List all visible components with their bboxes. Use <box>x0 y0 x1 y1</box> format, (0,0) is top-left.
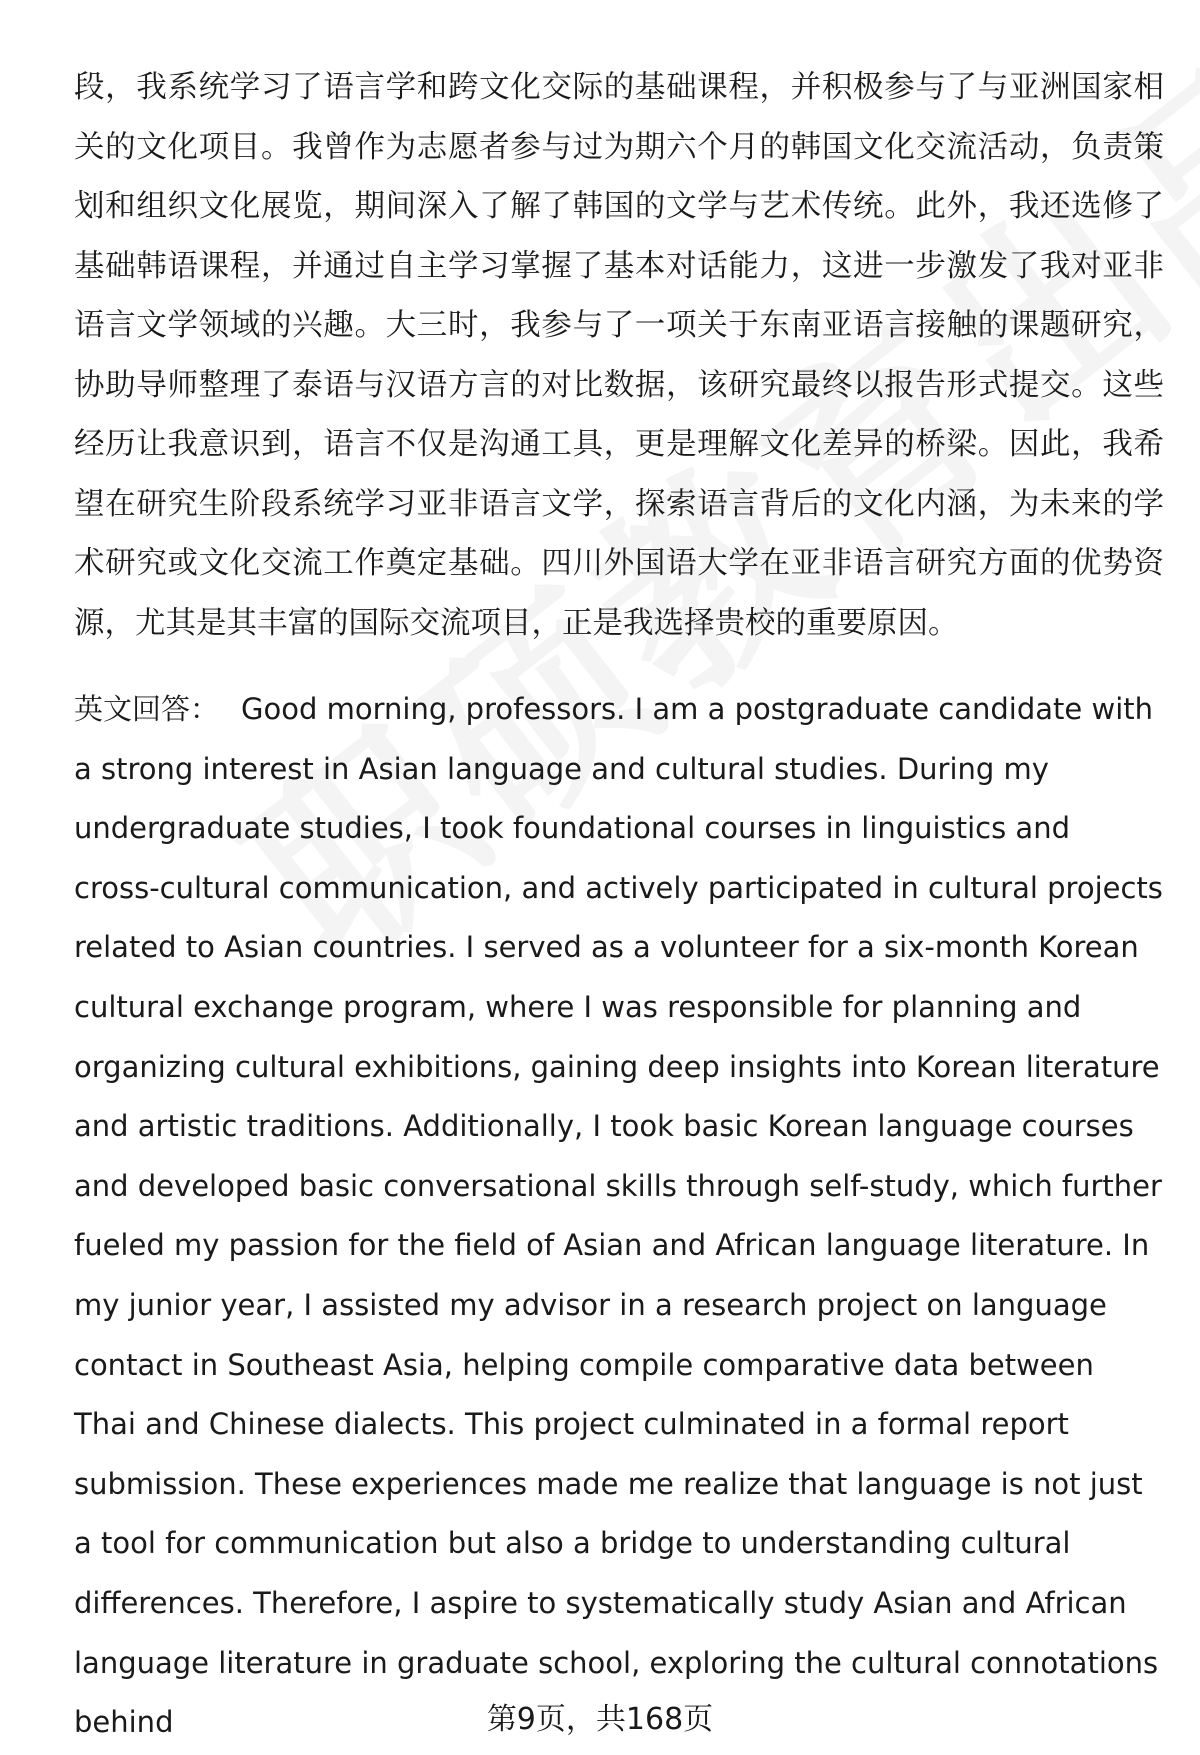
page-number-footer: 第9页，共168页 <box>486 1702 714 1737</box>
chinese-answer-paragraph: 段，我系统学习了语言学和跨文化交际的基础课程，并积极参与了与亚洲国家相关的文化项目。我曾作为志愿者参与过为期六个月的韩国文化交流活动，负责策划和组织文化展览，期间深入了解了韩国的文学与艺术传统。此外，我还选修了基础韩语课程，并通过自主学习掌握了基本对话能力，这进一步激发了我对亚非语言文学领域的兴趣。大三时，我参与了一项关于东南亚语言接触的课题研究，协助导师整理了泰语与汉语方言的对比数据，该研究最终以报告形式提交。这些经历让我意识到，语言不仅是沟通工具，更是理解文化差异的桥梁。因此，我希望在研究生阶段系统学习亚非语言文学，探索语言背后的文化内涵，为未来的学术研究或文化交流工作奠定基础。四川外国语大学在亚非语言研究方面的优势资源，尤其是其丰富的国际交流项目，正是我选择贵校的重要原因。 <box>74 70 1164 641</box>
document-body <box>74 58 1164 1753</box>
english-answer-paragraph <box>74 680 1164 1753</box>
english-answer-text: Good morning, professors. I am a postgraduate candidate with a strong interest in Asian language and cultural studies. During my undergraduate studies, I took foundational courses in linguistics and cross-cultural communication, and actively participated in cultural projects related to Asian countries. I served as a volunteer for a six-month Korean cultural exchange program, where I was responsible for planning and organizing cultural exhibitions, gaining deep insights into Korean literature and artistic traditions. Additionally, I took basic Korean language courses and developed basic conversational skills through self-study, which further fueled my passion for the field of Asian and African language literature. In my junior year, I assisted my advisor in a research project on language contact in Southeast Asia, helping compile comparative data between Thai and Chinese dialects. This project culminated in a formal report submission. These experiences made me realize that language is not just a tool for communication but also a bridge to understanding cultural differences. Therefore, I aspire to systematically study Asian and African language literature in graduate school, exploring the cultural connotations behind <box>74 692 1163 1740</box>
english-answer-label: 英文回答： <box>74 692 220 726</box>
